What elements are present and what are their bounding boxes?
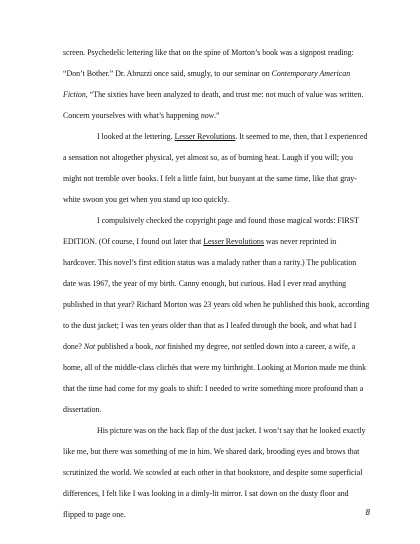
italic-text: Contemporary American Fiction [63,69,351,99]
text-run: I compulsively checked the copyright page and found those magical words: FIRST EDITION. (Of course, I found out later that [63,216,359,246]
paragraph [63,420,371,525]
text-run: I looked at the lettering. [97,132,175,141]
text-run: . It seemed to me, then, that I experienced a sensation not altogether physical, yet almost so, as of burning heat. Laugh if you will; you might not tremble over books. I felt a little faint, but buoyant at the same time, like that gray-white swoon you get when you stand up too quickly. [63,132,368,204]
text-run: published a book, [95,342,156,351]
text-run: settled down into a career, a wife, a home, all of the middle-class clichés that were my birthright. Looking at Morton made me think that the time had come for my goals to shift: I needed to write something more profound than a dissertation. [63,342,367,414]
italic-text: not [231,342,242,351]
italic-text: not [155,342,166,351]
paragraph [63,210,371,420]
page-number: 8 [365,508,370,517]
text-run: was never reprinted in hardcover. This novel’s first edition status was a malady rather than a rarity.) The publication date was 1967, the year of my birth. Canny enough, but curious. Had I ever read anything published in that year? Richard Morton was 23 years old when he published this book, according to the dust jacket; I was ten years older than that as I leafed through the book, and what had I done? [63,237,370,351]
text-run: .” [214,111,220,120]
paragraph [63,126,371,210]
paragraph [63,42,371,126]
text-run: His picture was on the back flap of the dust jacket. I won’t say that he looked exactly like me, but there was something of me in him. We shared dark, brooding eyes and brows that scrutinized the world. We scowled at each other in that bookstore, and despite some superficial differences, I felt like I was looking in a dimly-lit mirror. I sat down on the dusty floor and flipped to page one. [63,426,366,519]
book-title-underlined: Lesser Revolutions [174,132,236,141]
text-run: finished my degree, [165,342,232,351]
text-run: screen. Psychedelic lettering like that on the spine of Morton’s book was a signpost reading: “Don’t Bother.” Dr. Abruzzi once said, smugly, to our seminar on [63,48,354,78]
book-title-underlined: Lesser Revolutions [203,237,264,246]
italic-text: Not [83,342,96,351]
text-run: , “The sixties have been analyzed to death, and trust me: not much of value was written. Concern yourselves with what’s happening [63,90,364,120]
body-text [63,42,371,525]
italic-text: now [200,111,214,120]
